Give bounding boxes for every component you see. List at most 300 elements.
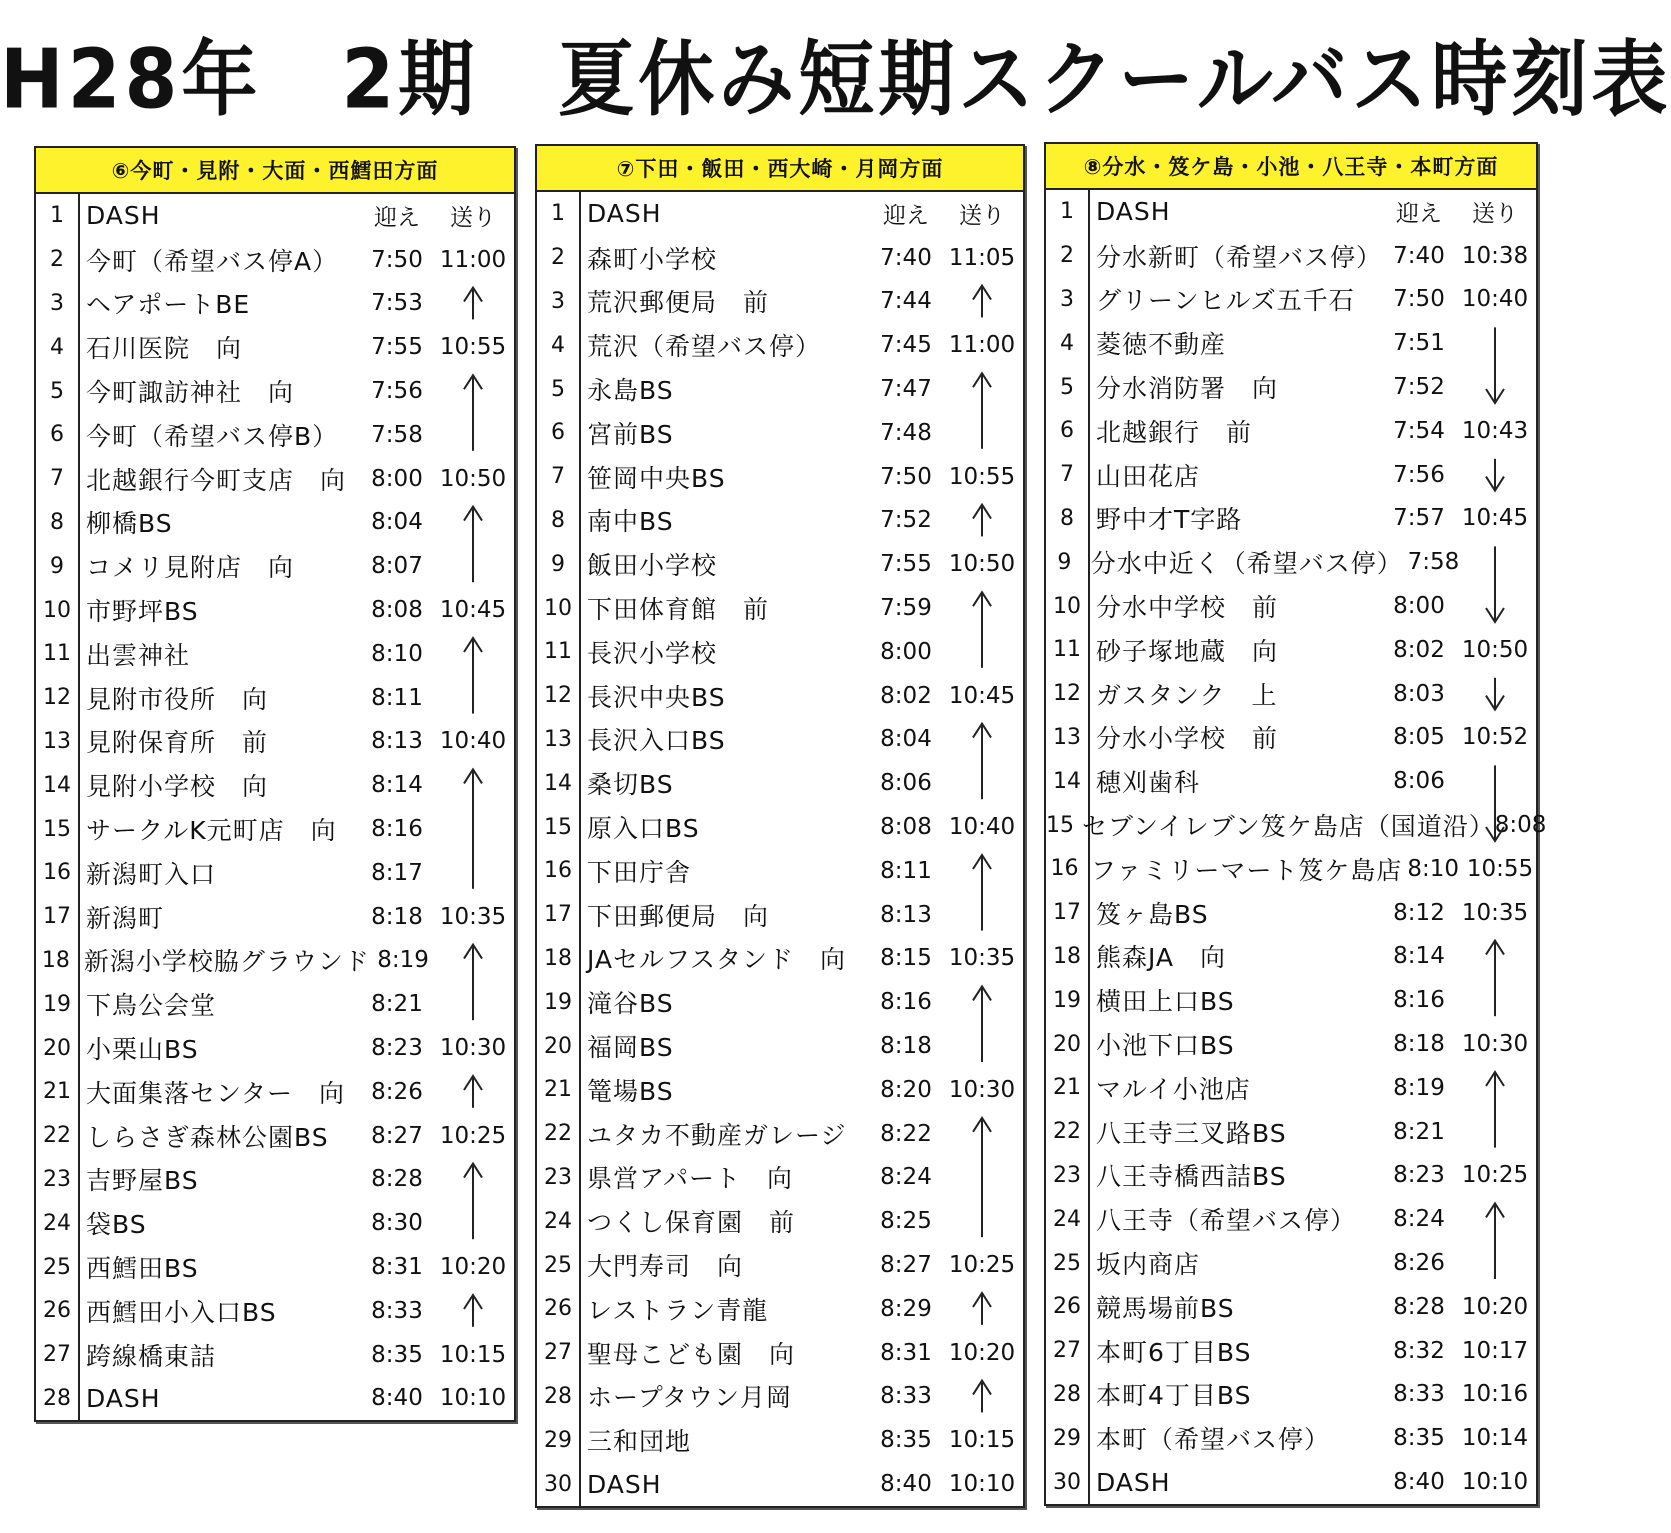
table-row (1046, 1329, 1536, 1373)
pickup-time: 7:55 (371, 334, 423, 361)
pickup-time: 8:07 (371, 553, 423, 580)
pickup-time: 7:50 (880, 463, 932, 490)
stop-name: 長沢中央BS (587, 682, 726, 712)
dropoff-time: 送り (1472, 201, 1518, 228)
dropoff-time: 10:25 (948, 1252, 1016, 1279)
row-number: 9 (50, 553, 64, 579)
row-number: 17 (43, 904, 71, 930)
stop-name: 下田郵便局 向 (587, 901, 770, 931)
pickup-time: 7:58 (1407, 549, 1460, 576)
stop-name: つくし保育園 前 (587, 1208, 796, 1238)
row-number: 22 (43, 1123, 71, 1149)
table-row (1046, 584, 1536, 628)
pickup-time: 7:51 (1393, 330, 1445, 357)
table-row (1046, 847, 1536, 891)
pickup-time: 8:05 (1393, 724, 1445, 751)
row-number: 8 (50, 509, 64, 535)
row-number: 10 (1053, 593, 1081, 619)
stop-name: DASH (1096, 1467, 1171, 1497)
pickup-time: 8:26 (371, 1078, 423, 1105)
row-number: 21 (544, 1077, 572, 1103)
row-number: 23 (1053, 1162, 1081, 1188)
pickup-time: 8:33 (371, 1297, 423, 1324)
pickup-time: 8:35 (1393, 1425, 1445, 1452)
dropoff-time: 10:43 (1461, 417, 1529, 444)
pickup-time: 7:45 (880, 332, 932, 359)
pickup-time: 8:19 (377, 947, 429, 974)
pickup-time: 8:27 (880, 1252, 932, 1279)
stop-name: 今町（希望バス停B） (86, 421, 339, 451)
route-header: ⑧分水・笈ケ島・小池・八王寺・本町方面 (1046, 144, 1536, 190)
dropoff-time: 10:55 (1466, 855, 1534, 882)
pickup-time: 8:21 (371, 991, 423, 1018)
pickup-time: 7:59 (880, 595, 932, 622)
pickup-time: 7:56 (1393, 461, 1445, 488)
row-number: 28 (1053, 1381, 1081, 1407)
stop-name: 山田花店 (1096, 461, 1201, 491)
table-row (1046, 803, 1547, 847)
stop-name: 西鱈田BS (86, 1254, 199, 1284)
row-number: 1 (50, 203, 64, 229)
row-number: 25 (43, 1254, 71, 1280)
pickup-time: 8:19 (1393, 1074, 1445, 1101)
page-title: H28年 2期 夏休み短期スクールバス時刻表 (0, 30, 1671, 128)
stop-name: 穂刈歯科 (1096, 768, 1201, 798)
stop-name: 長沢入口BS (587, 726, 726, 756)
route-table-7 (535, 144, 1025, 1508)
row-number: 29 (1053, 1425, 1081, 1451)
table-row (1046, 1022, 1536, 1066)
row-number: 18 (544, 945, 572, 971)
dropoff-time: 10:45 (439, 597, 507, 624)
row-number: 27 (1053, 1338, 1081, 1364)
row-number: 9 (1057, 549, 1072, 575)
table-row (1046, 540, 1536, 584)
stop-name: 桑切BS (587, 770, 674, 800)
pickup-time: 迎え (1396, 201, 1442, 228)
stop-name: 跨線橋東詰 (86, 1341, 217, 1371)
pickup-time: 7:44 (880, 288, 932, 315)
dropoff-time: 10:35 (1461, 899, 1529, 926)
stop-name: 飯田小学校 (587, 551, 718, 581)
pickup-time: 8:33 (1393, 1381, 1445, 1408)
row-number: 16 (43, 860, 71, 886)
stop-name: サークルK元町店 向 (86, 816, 337, 846)
table-row (537, 893, 1023, 937)
stop-name: マルイ小池店 (1096, 1074, 1251, 1104)
row-number: 21 (1053, 1075, 1081, 1101)
pickup-time: 8:27 (371, 1122, 423, 1149)
dropoff-time: 送り (959, 203, 1005, 230)
stop-name: ヘアポートBE (86, 290, 251, 320)
pickup-time: 8:11 (880, 857, 932, 884)
table-row (36, 413, 514, 457)
stop-name: 坂内商店 (1096, 1250, 1201, 1280)
table-row (36, 851, 514, 895)
stop-name: 野中才T字路 (1096, 505, 1243, 535)
table-row (537, 674, 1023, 718)
row-number: 3 (551, 288, 565, 314)
row-number: 18 (41, 947, 70, 973)
stop-name: 大門寿司 向 (587, 1252, 744, 1282)
pickup-time: 8:23 (1393, 1162, 1445, 1189)
row-number: 1 (1060, 199, 1074, 225)
row-number: 15 (43, 816, 71, 842)
pickup-time: 8:24 (1393, 1206, 1445, 1233)
row-number: 3 (1060, 286, 1074, 312)
pickup-time: 迎え (374, 205, 420, 232)
pickup-time: 8:04 (371, 509, 423, 536)
dropoff-time: 10:10 (948, 1471, 1016, 1497)
table-row (36, 1114, 514, 1158)
pickup-time: 8:32 (1393, 1337, 1445, 1364)
table-row (36, 1026, 514, 1070)
pickup-time: 7:57 (1393, 505, 1445, 532)
table-row (1046, 1197, 1536, 1241)
pickup-time: 8:18 (880, 1033, 932, 1060)
stop-name: 分水新町（希望バス停） (1096, 242, 1383, 272)
pickup-time: 8:14 (371, 772, 423, 799)
table-row (36, 982, 514, 1026)
row-number: 7 (1060, 462, 1074, 488)
pickup-time: 7:48 (880, 419, 932, 446)
stop-name: 菱徳不動産 (1096, 330, 1227, 360)
table-row (36, 939, 514, 983)
row-number: 22 (544, 1121, 572, 1147)
table-row (537, 1199, 1023, 1243)
dropoff-time: 10:30 (439, 1035, 507, 1062)
row-number: 12 (43, 685, 71, 711)
pickup-time: 8:26 (1393, 1250, 1445, 1277)
stop-name: 南中BS (587, 507, 674, 537)
stop-name: 下田体育館 前 (587, 595, 770, 625)
row-number: 19 (43, 991, 71, 1017)
table-row (1046, 935, 1536, 979)
dropoff-time: 10:14 (1461, 1425, 1529, 1452)
stop-name: 小栗山BS (86, 1035, 199, 1065)
row-number: 13 (1053, 724, 1081, 750)
table-row (537, 1243, 1023, 1287)
stop-name: 本町6丁目BS (1096, 1337, 1252, 1367)
dropoff-time: 10:52 (1461, 724, 1529, 751)
pickup-time: 8:24 (880, 1164, 932, 1191)
pickup-time: 8:00 (880, 638, 932, 665)
dropoff-time: 10:35 (948, 945, 1016, 972)
stop-name: 西鱈田小入口BS (86, 1297, 277, 1327)
pickup-time: 8:28 (1393, 1293, 1445, 1320)
pickup-time: 8:21 (1393, 1118, 1445, 1145)
table-row (36, 1289, 514, 1333)
pickup-time: 8:00 (1393, 593, 1445, 620)
dropoff-time: 10:55 (948, 463, 1016, 490)
row-number: 2 (50, 247, 64, 273)
row-number: 24 (43, 1210, 71, 1236)
row-number: 16 (544, 858, 572, 884)
stop-name: DASH (86, 201, 161, 231)
pickup-time: 迎え (883, 203, 929, 230)
row-number: 15 (1046, 812, 1074, 838)
row-number: 2 (551, 245, 565, 271)
dropoff-time: 10:55 (439, 334, 507, 361)
row-number: 23 (544, 1164, 572, 1190)
table-row (1046, 891, 1536, 935)
pickup-time: 8:16 (371, 816, 423, 843)
row-number: 6 (50, 422, 64, 448)
row-number: 5 (551, 376, 565, 402)
row-number: 12 (544, 683, 572, 709)
stop-name: しらさぎ森林公園BS (86, 1122, 329, 1152)
dropoff-time: 10:50 (948, 551, 1016, 578)
stop-name: ユタカ不動産ガレージ (587, 1120, 847, 1150)
stop-list (1046, 190, 1547, 1504)
stop-name: ホープタウン月岡 (587, 1383, 793, 1413)
stop-name: 北越銀行 前 (1096, 417, 1253, 447)
pickup-time: 8:16 (880, 989, 932, 1016)
row-number: 13 (544, 726, 572, 752)
row-number: 5 (1060, 374, 1074, 400)
pickup-time: 8:10 (1407, 855, 1459, 882)
pickup-time: 8:35 (880, 1427, 932, 1454)
dropoff-time: 10:15 (439, 1341, 507, 1368)
table-row (1046, 497, 1536, 541)
table-row (537, 367, 1023, 411)
stop-name: ガスタンク 上 (1096, 680, 1278, 710)
pickup-time: 8:31 (880, 1339, 932, 1366)
table-row (1046, 278, 1536, 322)
pickup-time: 8:40 (1393, 1469, 1445, 1495)
pickup-time: 8:06 (880, 770, 932, 797)
stop-name: 福岡BS (587, 1033, 674, 1063)
dropoff-time: 10:25 (439, 1122, 507, 1149)
table-row (1046, 759, 1536, 803)
stop-name: 滝谷BS (587, 989, 674, 1019)
pickup-time: 8:13 (371, 728, 423, 755)
stop-name: 横田上口BS (1096, 987, 1235, 1017)
pickup-time: 8:40 (371, 1385, 423, 1412)
table-row (1046, 1241, 1536, 1285)
pickup-time: 7:55 (880, 551, 932, 578)
table-row (537, 1375, 1023, 1419)
table-row (537, 280, 1023, 324)
pickup-time: 8:23 (371, 1035, 423, 1062)
row-number: 10 (43, 597, 71, 623)
route-table-8 (1044, 142, 1547, 1506)
row-number: 26 (43, 1298, 71, 1324)
stop-name: 分水中学校 前 (1096, 593, 1279, 623)
dropoff-time: 10:40 (439, 728, 507, 755)
pickup-time: 8:13 (880, 901, 932, 928)
stop-name: ファミリーマート笈ケ島店 (1090, 855, 1403, 885)
table-row (1046, 1373, 1536, 1417)
stop-name: 荒沢郵便局 前 (587, 288, 770, 318)
row-number: 24 (1053, 1206, 1081, 1232)
dropoff-time: 10:50 (1461, 636, 1529, 663)
table-row (36, 194, 514, 238)
pickup-time: 8:08 (1494, 812, 1547, 839)
row-number: 17 (544, 902, 572, 928)
table-row (36, 282, 514, 326)
pickup-time: 8:02 (1393, 636, 1445, 663)
pickup-time: 8:22 (880, 1120, 932, 1147)
table-row (537, 1112, 1023, 1156)
row-number: 28 (544, 1383, 572, 1409)
table-row (537, 586, 1023, 630)
stop-name: 笹岡中央BS (587, 463, 726, 493)
dropoff-time: 10:20 (948, 1339, 1016, 1366)
row-number: 6 (551, 420, 565, 446)
pickup-time: 8:14 (1393, 943, 1445, 970)
pickup-time: 7:50 (1393, 286, 1445, 313)
stop-name: 宮前BS (587, 419, 674, 449)
table-row (36, 544, 514, 588)
stop-list (36, 194, 514, 1420)
pickup-time: 8:06 (1393, 768, 1445, 795)
stop-name: 長沢小学校 (587, 638, 718, 668)
stop-name: 笈ヶ島BS (1096, 899, 1209, 929)
table-row (537, 323, 1023, 367)
table-row (1046, 1066, 1536, 1110)
pickup-time: 8:28 (371, 1166, 423, 1193)
pickup-time: 8:16 (1393, 987, 1445, 1014)
pickup-time: 8:31 (371, 1254, 423, 1281)
table-row (36, 1070, 514, 1114)
table-row (1046, 1110, 1536, 1154)
stop-name: 見附小学校 向 (86, 772, 269, 802)
dropoff-time: 10:16 (1461, 1381, 1529, 1408)
stop-name: 熊森JA 向 (1096, 943, 1227, 973)
pickup-time: 8:03 (1393, 680, 1445, 707)
stop-name: 新潟町 (86, 903, 165, 933)
stop-name: JAセルフスタンド 向 (587, 945, 847, 975)
row-number: 10 (544, 595, 572, 621)
pickup-time: 8:18 (371, 903, 423, 930)
table-row (537, 411, 1023, 455)
stop-name: 北越銀行今町支店 向 (86, 465, 347, 495)
table-row (537, 542, 1023, 586)
dropoff-time: 10:30 (948, 1076, 1016, 1103)
pickup-time: 8:30 (371, 1210, 423, 1237)
row-number: 19 (544, 989, 572, 1015)
table-row (36, 369, 514, 413)
table-row (1046, 1460, 1536, 1504)
row-number: 27 (43, 1342, 71, 1368)
table-row (36, 1245, 514, 1289)
pickup-time: 8:08 (371, 597, 423, 624)
table-row (1046, 409, 1536, 453)
pickup-time: 8:25 (880, 1208, 932, 1235)
row-number: 12 (1053, 681, 1081, 707)
dropoff-time: 11:05 (948, 244, 1016, 271)
row-number: 19 (1053, 987, 1081, 1013)
stop-name: 見附市役所 向 (86, 684, 269, 714)
table-row (36, 238, 514, 282)
row-number: 14 (1053, 768, 1081, 794)
row-number: 14 (544, 770, 572, 796)
pickup-time: 7:50 (371, 246, 423, 273)
row-number: 25 (1053, 1250, 1081, 1276)
route-table-6 (34, 146, 516, 1422)
table-row (537, 718, 1023, 762)
row-number: 15 (544, 814, 572, 840)
table-row (537, 1418, 1023, 1462)
route-header: ⑦下田・飯田・西大崎・月岡方面 (537, 146, 1023, 192)
row-number: 26 (544, 1296, 572, 1322)
row-number: 2 (1060, 243, 1074, 269)
pickup-time: 8:33 (880, 1383, 932, 1410)
table-row (1046, 628, 1536, 672)
table-row (537, 937, 1023, 981)
stop-name: 原入口BS (587, 814, 700, 844)
dropoff-time: 10:25 (1461, 1162, 1529, 1189)
row-number: 18 (1053, 943, 1081, 969)
stop-name: 小池下口BS (1096, 1031, 1235, 1061)
table-row (1046, 716, 1536, 760)
table-row (537, 192, 1023, 236)
row-number: 8 (1060, 505, 1074, 531)
table-row (537, 980, 1023, 1024)
stop-name: 荒沢（希望バス停） (587, 332, 822, 362)
row-number: 20 (43, 1035, 71, 1061)
row-number: 8 (551, 507, 565, 533)
dropoff-time: 10:45 (1461, 505, 1529, 532)
stop-name: 森町小学校 (587, 244, 718, 274)
row-number: 4 (50, 334, 64, 360)
stop-name: 下鳥公会堂 (86, 991, 217, 1021)
pickup-time: 8:15 (880, 945, 932, 972)
pickup-time: 7:40 (1393, 242, 1445, 269)
pickup-time: 8:11 (371, 684, 423, 711)
table-row (36, 807, 514, 851)
table-row (36, 501, 514, 545)
stop-name: 永島BS (587, 376, 674, 406)
table-row (1046, 978, 1536, 1022)
table-row (537, 1024, 1023, 1068)
row-number: 11 (1053, 637, 1081, 663)
stop-name: 本町4丁目BS (1096, 1381, 1252, 1411)
row-number: 13 (43, 728, 71, 754)
table-row (36, 763, 514, 807)
dropoff-time: 10:30 (1461, 1031, 1529, 1058)
table-row (537, 761, 1023, 805)
row-number: 25 (544, 1252, 572, 1278)
row-number: 20 (1053, 1031, 1081, 1057)
row-number: 14 (43, 772, 71, 798)
row-number: 1 (551, 201, 565, 227)
stop-name: DASH (587, 1469, 662, 1499)
row-number: 29 (544, 1427, 572, 1453)
table-row (1046, 1285, 1536, 1329)
stop-name: 袋BS (86, 1210, 147, 1240)
stop-name: 石川医院 向 (86, 334, 243, 364)
pickup-time: 8:17 (371, 859, 423, 886)
dropoff-time: 10:38 (1461, 242, 1529, 269)
stop-name: 聖母こども園 向 (587, 1339, 796, 1369)
stop-name: 新潟小学校脇グラウンド (83, 947, 370, 977)
table-row (537, 805, 1023, 849)
stop-name: 大面集落センター 向 (86, 1078, 346, 1108)
table-row (537, 455, 1023, 499)
table-row (537, 849, 1023, 893)
table-row (36, 1377, 514, 1421)
row-number: 26 (1053, 1294, 1081, 1320)
table-row (1046, 672, 1536, 716)
row-number: 9 (551, 551, 565, 577)
pickup-time: 7:52 (1393, 374, 1445, 401)
dropoff-time: 10:40 (948, 814, 1016, 841)
table-row (1046, 190, 1536, 234)
stop-name: 吉野屋BS (86, 1166, 199, 1196)
stop-name: DASH (1096, 197, 1171, 227)
